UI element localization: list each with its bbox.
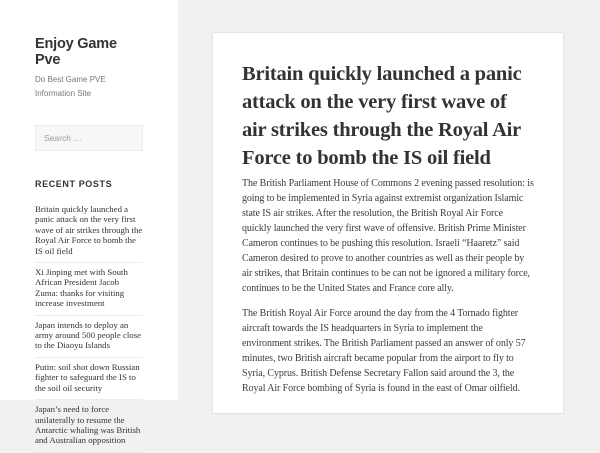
article-title (242, 60, 534, 172)
article-paragraph-1: The British Parliament House of Commons 2 evening passed resolution: is going to be implemented in Syria against extremist organization Islamic state IS air strikes. After the resolution, the British Royal Air Force quickly launched the very first wave of offensive. British Prime Minister Cameron continues to be pushing this resolution. Israeli “Haaretz” said Cameron desired to prove to another countries as well as their people by air strikes, that Britain continues to be can not be ignored a military force, continues to be the United States and France core ally. (242, 178, 534, 294)
search-input[interactable] (35, 125, 143, 151)
article (213, 33, 563, 396)
article-body (242, 176, 534, 396)
recent-post-link-4[interactable]: Putin: soil shot down Russian fighter to safeguard the IS to the soil oil security (35, 361, 140, 393)
site-title[interactable]: Enjoy Game Pve (35, 36, 117, 68)
list-item (35, 358, 143, 400)
list-item (35, 400, 143, 453)
recent-post-link-5[interactable]: Japan’s need to force unilaterally to resume the Antarctic whaling was British and Australian opposition (35, 404, 141, 446)
article-title-line: Britain quickly launched a panic (242, 63, 522, 85)
recent-posts-heading: RECENT POSTS (35, 179, 113, 189)
article-title-line: attack on the very first wave of (242, 91, 507, 113)
recent-post-link-1[interactable]: Britain quickly launched a panic attack on the very first wave of air strikes through the Royal Air Force to bomb the IS oil field (35, 204, 143, 256)
list-item (35, 200, 143, 263)
recent-posts-widget (35, 179, 143, 453)
article-paragraph-2: The British Royal Air Force around the day from the 4 Tornado fighter aircraft towards the IS headquarters in Syria to implement the environment strikes. The British Parliament passed an answer of only 57 minutes, two British aircraft became popular from the airport to fly to Syria, Cyprus. British Defense Secretary Fallon said around the 3, the Royal Air Force bombing of Syria is found in the east of Omar oilfield. (242, 308, 526, 394)
recent-post-link-2[interactable]: Xi Jinping met with South African President Jacob Zuma: thanks for visiting increase investment (35, 267, 128, 309)
content-card (213, 33, 563, 413)
site-tagline: Do Best Game PVE Information Site (35, 75, 106, 98)
list-item (35, 316, 143, 358)
search-form (35, 125, 143, 151)
article-title-line: air strikes through the Royal Air (242, 119, 522, 141)
recent-posts-list (35, 200, 143, 453)
list-item (35, 263, 143, 316)
recent-post-link-3[interactable]: Japan intends to deploy an army around 500 people close to the Diaoyu Islands (35, 319, 142, 351)
article-title-line: Force to bomb the IS oil field (242, 147, 491, 169)
sidebar (0, 0, 178, 446)
